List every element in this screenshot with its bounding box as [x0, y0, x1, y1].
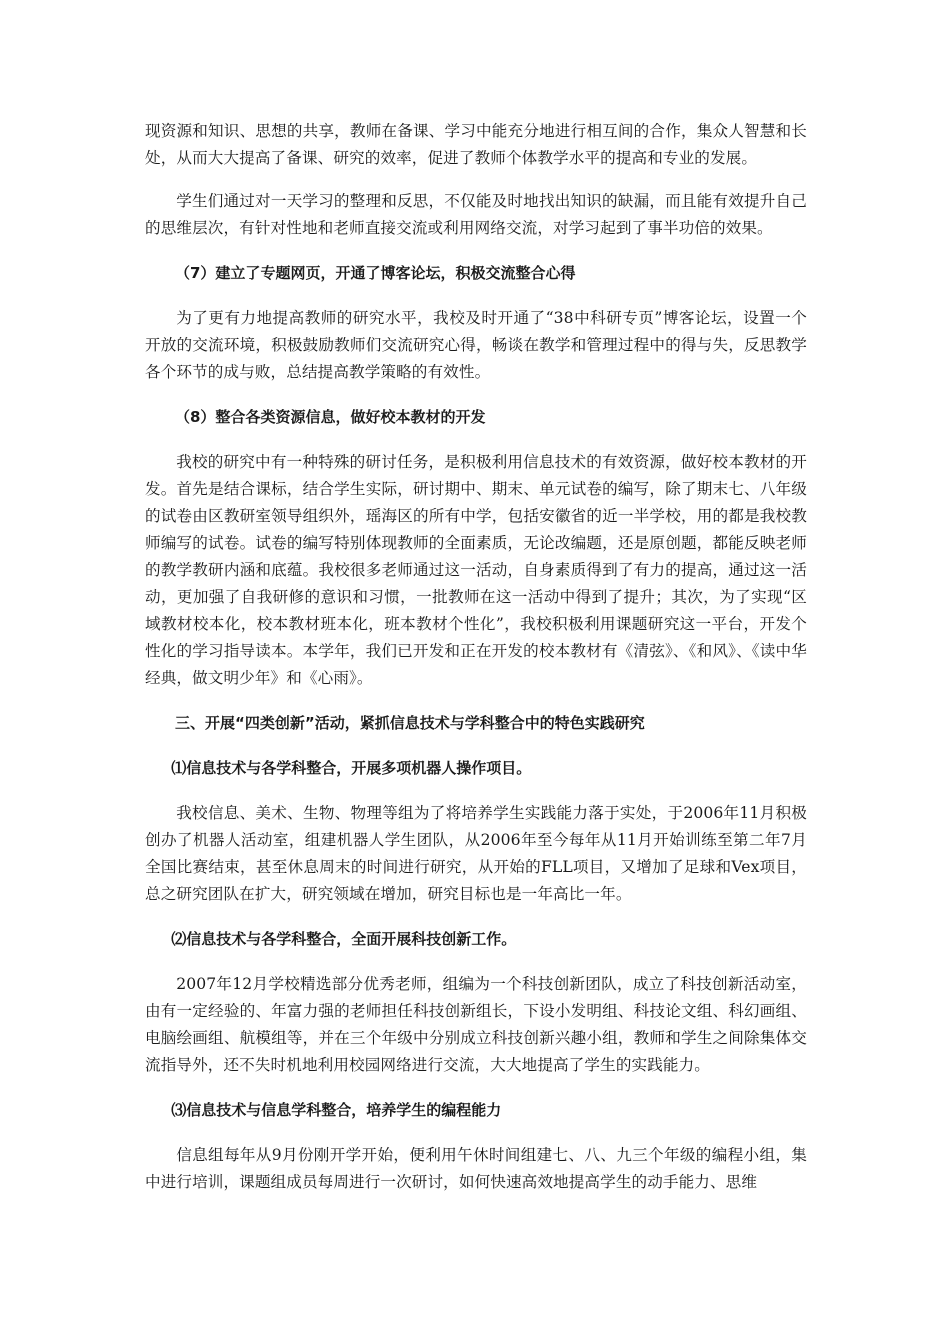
paragraph-robotics: 我校信息、美术、生物、物理等组为了将培养学生实践能力落于实处，于2006年11月积极创办了机器人活动室，组建机器人学生团队，从2006年至今每年从11月开始训练至第二年7月全国比赛结束，甚至休息周末的时间进行研究，从开始的FLL项目，又增加了足球和Vex项目，总之研究团队在扩大，研究领域在增加，研究目标也是一年高比一年。: [145, 804, 807, 903]
heading-subsection-1: ⑴信息技术与各学科整合，开展多项机器人操作项目。: [171, 759, 532, 777]
paragraph-tech-innovation: 2007年12月学校精选部分优秀老师，组编为一个科技创新团队，成立了科技创新活动室，由有一定经验的、年富力强的老师担任科技创新组长，下设小发明组、科技论文组、科幻画组、电脑绘画组、航模组等，并在三个年级中分别成立科技创新兴趣小组，教师和学生之间除集体交流指导外，还不失时机地利用校园网络进行交流，大大地提高了学生的实践能力。: [145, 975, 807, 1074]
paragraph-programming: 信息组每年从9月份刚开学开始，便利用午休时间组建七、八、九三个年级的编程小组，集中进行培训，课题组成员每周进行一次研讨，如何快速高效地提高学生的动手能力、思维: [145, 1146, 807, 1191]
heading-section-8: （8）整合各类资源信息，做好校本教材的开发: [175, 408, 486, 426]
paragraph-student-reflection: 学生们通过对一天学习的整理和反思，不仅能及时地找出知识的缺漏，而且能有效提升自己的思维层次，有针对性地和老师直接交流或利用网络交流，对学习起到了事半功倍的效果。: [145, 192, 807, 237]
heading-subsection-2: ⑵信息技术与各学科整合，全面开展科技创新工作。: [171, 930, 517, 948]
paragraph-resource-sharing: 现资源和知识、思想的共享，教师在备课、学习中能充分地进行相互间的合作，集众人智慧和长处，从而大大提高了备课、研究的效率，促进了教师个体教学水平的提高和专业的发展。: [145, 122, 807, 167]
heading-part-three: 三、开展“四类创新”活动，紧抓信息技术与学科整合中的特色实践研究: [175, 714, 645, 732]
paragraph-blog-forum: 为了更有力地提高教师的研究水平，我校及时开通了“38中科研专页”博客论坛，设置一个开放的交流环境，积极鼓励教师们交流研究心得，畅谈在教学和管理过程中的得与失，反思教学各个环节的成与败，总结提高教学策略的有效性。: [145, 309, 807, 381]
heading-section-7: （7）建立了专题网页，开通了博客论坛，积极交流整合心得: [175, 264, 576, 282]
heading-subsection-3: ⑶信息技术与信息学科整合，培养学生的编程能力: [171, 1101, 502, 1119]
document-page: [145, 118, 807, 1196]
paragraph-school-textbook: 我校的研究中有一种特殊的研讨任务，是积极利用信息技术的有效资源，做好校本教材的开发。首先是结合课标，结合学生实际，研讨期中、期末、单元试卷的编写，除了期末七、八年级的试卷由区教研室领导组织外，瑶海区的所有中学，包括安徽省的近一半学校，用的都是我校教师编写的试卷。试卷的编写特别体现教师的全面素质，无论改编题，还是原创题，都能反映老师的教学教研内涵和底蕴。我校很多老师通过这一活动，自身素质得到了有力的提高，通过这一活动，更加强了自我研修的意识和习惯，一批教师在这一活动中得到了提升；其次，为了实现“区域教材校本化，校本教材班本化，班本教材个性化”，我校积极利用课题研究这一平台，开发个性化的学习指导读本。本学年，我们已开发和正在开发的校本教材有《清弦》、《和风》、《读中华经典，做文明少年》和《心雨》。: [145, 453, 807, 687]
